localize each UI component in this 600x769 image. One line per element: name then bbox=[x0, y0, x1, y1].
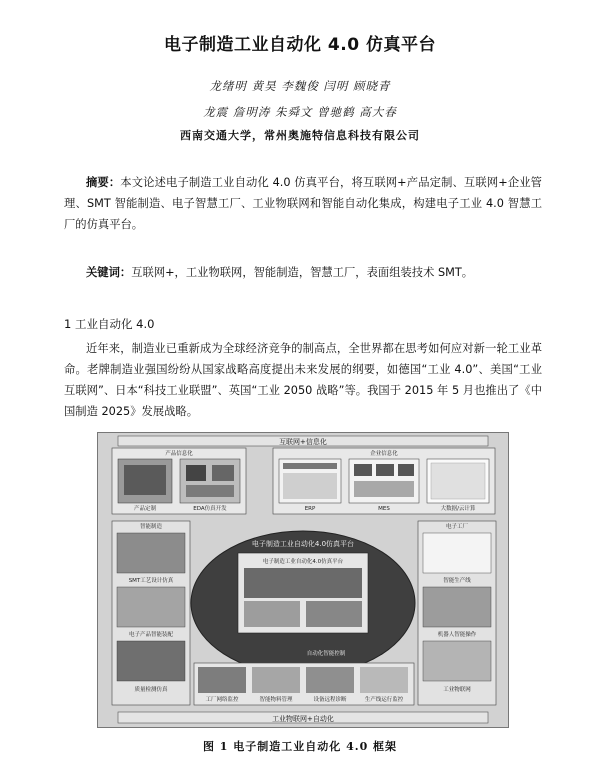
bottom-banner-label: 工业物联网+自动化 bbox=[272, 715, 334, 723]
right-label-2: 机器人智能操作 bbox=[437, 632, 477, 638]
left-label-3: 质量检测仿真 bbox=[134, 687, 168, 693]
right-thumb-1 bbox=[423, 533, 491, 573]
abstract-text: 本文论述电子制造工业自动化 4.0 仿真平台，将互联网+产品定制、互联网+企业管理、SMT 智能制造、电子智慧工厂、工业物联网和智能自动化集成，构建电子工业 4.0 智慧工厂的仿真平台。 bbox=[64, 176, 542, 231]
framework-diagram bbox=[98, 433, 508, 727]
auto-control-label: 自动化智能控制 bbox=[306, 651, 346, 657]
bottom-thumb-1 bbox=[198, 667, 246, 693]
smart-mfg-label: 智能制造 bbox=[139, 524, 163, 530]
keywords bbox=[64, 262, 542, 283]
product-custom-image bbox=[124, 465, 166, 495]
right-label-3: 工业物联网 bbox=[443, 687, 471, 693]
eda-label: EDA仿真开发 bbox=[193, 506, 227, 512]
right-thumb-2 bbox=[423, 587, 491, 627]
left-thumb-2 bbox=[117, 587, 185, 627]
enterprise-info-label: 企业信息化 bbox=[370, 451, 398, 457]
center-title: 电子制造工业自动化4.0仿真平台 bbox=[251, 540, 355, 548]
authors-line-2: 龙震 詹明涛 朱舜文 曾驰鹤 高大春 bbox=[203, 105, 397, 119]
section-body: 近年来，制造业已重新成为全球经济竞争的制高点，全世界都在思考如何应对新一轮工业革命。老牌制造业强国纷纷从国家战略高度提出未来发展的纲要，如德国“工业 4.0”、美国“工业互联网”、日本“科技工业联盟”、英国“工业 2050 战略”等。我国于 2015 年 5 月也推出了《中国制造 2025》发展战略。 bbox=[64, 342, 542, 418]
bottom-label-1: 工厂网络监控 bbox=[205, 697, 239, 703]
section-heading: 1 工业自动化 4.0 bbox=[64, 317, 155, 331]
top-banner-label: 互联网+信息化 bbox=[279, 438, 327, 446]
bottom-thumb-2 bbox=[252, 667, 300, 693]
bottom-thumb-4 bbox=[360, 667, 408, 693]
mes-label: MES bbox=[378, 506, 390, 512]
erp-label: ERP bbox=[304, 506, 316, 512]
keywords-label: 关键词： bbox=[86, 266, 132, 279]
paper-title: 电子制造工业自动化 4.0 仿真平台 bbox=[164, 35, 436, 55]
keywords-text: 互联网+，工业物联网，智能制造，智慧工厂，表面组装技术 SMT。 bbox=[131, 266, 474, 279]
bottom-thumb-3 bbox=[306, 667, 354, 693]
left-label-2: 电子产品智能装配 bbox=[128, 632, 174, 638]
right-label-1: 智能生产线 bbox=[443, 578, 471, 584]
left-thumb-3 bbox=[117, 641, 185, 681]
bottom-label-2: 智能物料管理 bbox=[259, 697, 293, 703]
product-custom-label: 产品定制 bbox=[133, 506, 157, 512]
electronic-factory-label: 电子工厂 bbox=[445, 524, 469, 530]
figure-caption: 图 1 电子制造工业自动化 4.0 框架 bbox=[202, 740, 398, 753]
right-thumb-3 bbox=[423, 641, 491, 681]
bottom-label-3: 设备远程诊断 bbox=[313, 697, 347, 703]
authors-line-1: 龙绪明 黄昊 李魏俊 闫明 顾晓青 bbox=[209, 79, 391, 93]
affiliation: 西南交通大学，常州奥施特信息科技有限公司 bbox=[180, 129, 420, 142]
big-data-label: 大数据/云计算 bbox=[440, 506, 476, 512]
abstract bbox=[64, 172, 542, 235]
left-label-1: SMT工艺设计仿真 bbox=[128, 578, 174, 584]
left-thumb-1 bbox=[117, 533, 185, 573]
framework-figure bbox=[97, 432, 509, 728]
abstract-label: 摘要： bbox=[86, 176, 121, 189]
center-inner-title: 电子制造工业自动化4.0仿真平台 bbox=[262, 559, 344, 565]
bottom-label-4: 生产线运行监控 bbox=[364, 697, 404, 703]
product-info-label: 产品信息化 bbox=[165, 451, 193, 457]
